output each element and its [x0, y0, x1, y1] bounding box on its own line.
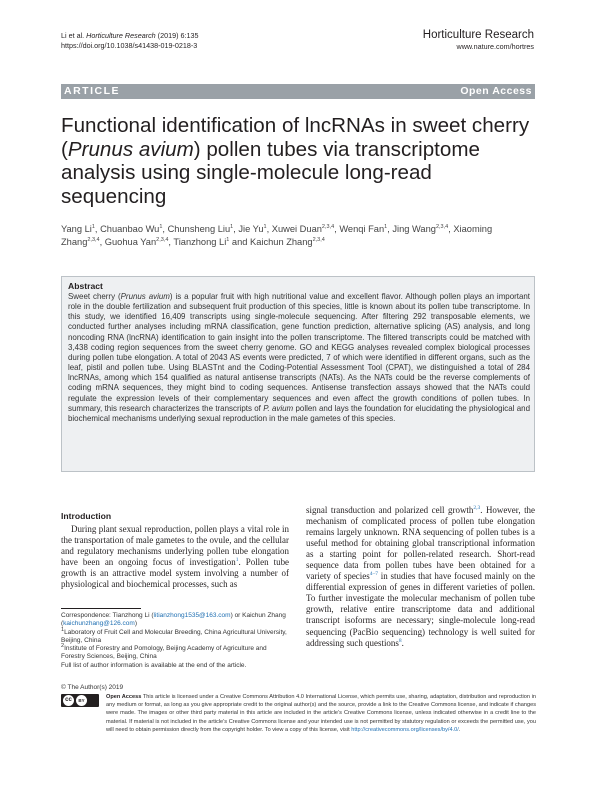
intro-paragraph-continued: signal transduction and polarized cell growth$^{2,3}$. However, the mechanism of complicated process of pollen tube elongation remains largely unknown. RNA sequencing of pollen tubes is a useful method for obtaining global transcriptional information as a starting point for pollen-related research. Short-read sequence data from pollen tubes have been obtained for a variety of species$^{4-7}$ in studies that have focused mainly on the differential expression of genes in different varieties of pollen. To further investigate the molecular mechanism of pollen tube growth, relative entire transcriptome data and additional transcript isoforms are necessary; single-molecule long-read sequencing (PacBio sequencing) technology is well suited for addressing such questions$^8$.	[306, 505, 535, 648]
email-link[interactable]: kaichunzhang@126.com	[63, 620, 135, 628]
by-icon: BY	[76, 695, 87, 706]
license-link[interactable]: http://creativecommons.org/licenses/by/4.0/	[351, 726, 459, 733]
author[interactable]: Yang Li$^1$	[61, 223, 95, 234]
author[interactable]: Chunsheng Liu$^1$	[167, 223, 234, 234]
author-info-note: Full list of author information is available at the end of the article.	[61, 661, 247, 669]
affiliation: $^1$Laboratory of Fruit Cell and Molecular Breeding, China Agricultural University, Beijing, China	[61, 626, 287, 644]
journal-name: Horticulture Research	[422, 29, 534, 41]
article-title: Functional identification of lncRNAs in sweet cherry (Prunus avium) pollen tubes via transcriptome analysis using single-molecule long-read sequencing	[61, 114, 530, 208]
open-access-label: Open Access	[460, 85, 532, 97]
intro-column-right	[306, 505, 535, 649]
citation-header	[61, 31, 198, 50]
correspondence-line: Correspondence: Tianzhong Li (litianzhong1535@163.com) or Kaichun Zhang (kaichunzhang@126.com)	[61, 612, 286, 628]
intro-paragraph: During plant sexual reproduction, pollen plays a vital role in the transportation of male gametes to the ovule, and the cellular and regulatory mechanisms underlying pollen tube elongation have been an ongoing focus of investigation$^1$. Pollen tube growth is an attractive model system involving a number of physiological and biochemical processes, such as	[61, 524, 289, 590]
correspondence-block	[61, 612, 289, 670]
author[interactable]: Xiaoming Zhang$^{2,3,4}$	[61, 224, 493, 247]
email-link[interactable]: litianzhong1535@163.com	[153, 612, 231, 619]
cc-by-badge-icon[interactable]	[61, 694, 99, 707]
abstract-heading: Abstract	[68, 281, 103, 291]
doi-link[interactable]: https://doi.org/10.1038/s41438-019-0218-3	[61, 40, 198, 50]
journal-header	[423, 29, 534, 51]
affiliation: $^2$Institute of Forestry and Pomology, Beijing Academy of Agriculture and Forestry Sciences, Beijing, China	[61, 643, 267, 661]
copyright-line: © The Author(s) 2019	[61, 684, 124, 691]
license-text: Open Access This article is licensed under a Creative Commons Attribution 4.0 International License, which permits use, sharing, adaptation, distribution and reproduction in any medium or format, as long as you give appropriate credit to the original author(s) and the source, provide a link to the Creative Commons license, and indicate if changes were made. The images or other third party material in this article are included in the article’s Creative Commons license, unless indicated otherwise in a credit line to the material. If material is not included in the article’s Creative Commons license and your intended use is not permitted by statutory regulation or exceeds the permitted use, you will need to obtain permission directly from the copyright holder. To view a copy of this license, visit http://creativecommons.org/licenses/by/4.0/.	[106, 694, 536, 733]
citation-line: Li et al. Horticulture Research (2019) 6:135	[61, 31, 199, 40]
author[interactable]: Chuanbao Wu$^1$	[100, 223, 163, 234]
article-type-banner	[61, 84, 535, 99]
author[interactable]: Jing Wang$^{2,3,4}$	[392, 223, 449, 234]
section-heading-introduction: Introduction	[61, 511, 112, 521]
author[interactable]: Kaichun Zhang$^{2,3,4}$	[250, 236, 325, 247]
reference-link[interactable]: 1	[235, 557, 239, 564]
abstract-text: Sweet cherry (Prunus avium) is a popular fruit with high nutritional value and excellent flavor. Although pollen plays an important role in the double fertilization and subsequent fruit production of this species, little is known about its pollen tube transcriptome. In this study, we identified 16,409 transcripts using single-molecule sequencing. After filtering 292 transposable elements, we conducted further analyses including mRNA classification, gene function prediction, alternative splicing (AS) analysis, and long noncoding RNA (lncRNA) identification to gain insight into the pollen transcriptome. The filtered transcripts could be matched with 3,438 coding region sequences from the sweet cherry genome. GO and KEGG analyses revealed complex biological processes during pollen tube elongation. A total of 2043 AS events were predicted, 7 of which were identified in different organs, such as the leaf, pistil and pollen tube. Using BLASTnt and the Coding-Potential Assessment Tool (CPAT), we distinguished a total of 284 lncRNAs, among which 154 qualified as natural antisense transcripts (NATs). As the NATs could be the reverse complements of coding mRNA sequences, they might bind to coding sequences. Antisense transfection assays showed that the NATs could regulate the expression levels of their complementary sequences and even affect the growth conditions of pollen tubes. In summary, this research characterizes the transcripts of P. avium pollen and lays the foundation for elucidating the physiological and biochemical mechanisms underlying sexual reproduction in the male gametes of this species.	[68, 292, 531, 423]
author[interactable]: Guohua Yan$^{2,3,4}$	[104, 236, 169, 247]
reference-link[interactable]: 2,3	[473, 505, 481, 512]
reference-link[interactable]: 4–7	[369, 571, 378, 578]
author[interactable]: Xuwei Duan$^{2,3,4}$	[271, 223, 335, 234]
intro-column-left	[61, 511, 289, 590]
abstract-box	[61, 276, 535, 472]
author-list: Yang Li$^1$, Chuanbao Wu$^1$, Chunsheng Liu$^1$, Jie Yu$^1$, Xuwei Duan$^{2,3,4}$, Wenqi Fan$^1$, Jing Wang$^{2,3,4}$, Xiaoming Zhang$^{2,3,4}$, Guohua Yan$^{2,3,4}$, Tianzhong Li$^1$ and Kaichun Zhang$^{2,3,4}$	[61, 223, 493, 247]
journal-url[interactable]: www.nature.com/hortres	[456, 42, 534, 51]
cc-icon: cc	[63, 695, 74, 706]
reference-link[interactable]: 8	[398, 637, 402, 644]
article-type-label: ARTICLE	[64, 85, 120, 97]
author[interactable]: Jie Yu$^1$	[238, 223, 267, 234]
footnote-divider	[61, 608, 141, 609]
author[interactable]: Wenqi Fan$^1$	[339, 223, 388, 234]
author[interactable]: Tianzhong Li$^1$	[173, 236, 230, 247]
